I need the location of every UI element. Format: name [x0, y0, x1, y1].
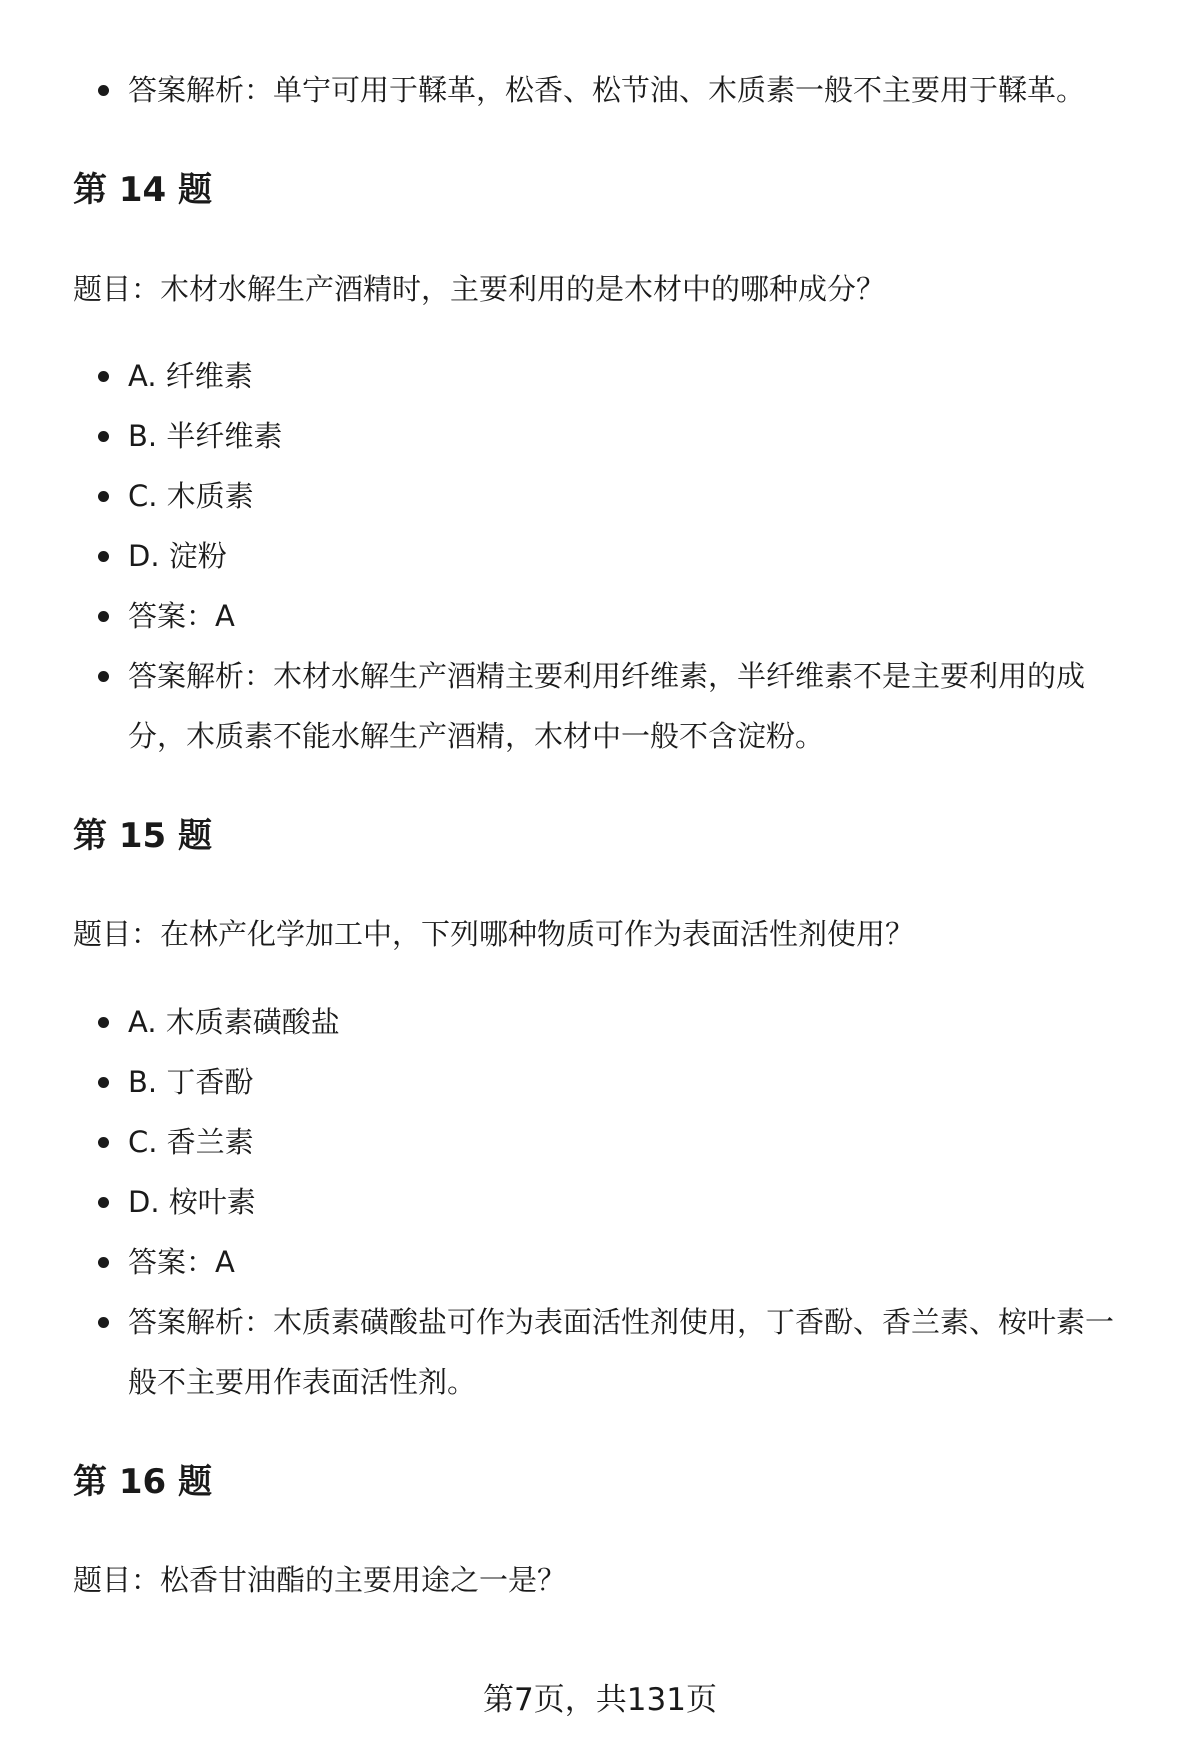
- option-item: D. 桉叶素: [0, 1172, 1200, 1232]
- analysis-item: 答案解析：木材水解生产酒精主要利用纤维素，半纤维素不是主要利用的成分，木质素不能水解生产酒精，木材中一般不含淀粉。: [0, 646, 1200, 766]
- analysis-item: 答案解析：单宁可用于鞣革，松香、松节油、木质素一般不主要用于鞣革。: [0, 60, 1200, 120]
- option-item: A. 纤维素: [0, 346, 1200, 406]
- option-item: B. 丁香酚: [0, 1052, 1200, 1112]
- question-13-tail: [0, 60, 1200, 120]
- answer-item: 答案：A: [0, 1232, 1200, 1292]
- question-text: 题目：木材水解生产酒精时，主要利用的是木材中的哪种成分？: [73, 272, 886, 306]
- question-heading: 第 15 题: [73, 816, 212, 856]
- page-number: 第7页，共131页: [483, 1682, 717, 1718]
- option-item: A. 木质素磺酸盐: [0, 992, 1200, 1052]
- option-item: D. 淀粉: [0, 526, 1200, 586]
- question-heading: 第 16 题: [73, 1462, 212, 1502]
- option-item: C. 木质素: [0, 466, 1200, 526]
- answer-item: 答案：A: [0, 586, 1200, 646]
- option-list: [0, 346, 1200, 766]
- question-text: 题目：在林产化学加工中，下列哪种物质可作为表面活性剂使用？: [73, 917, 915, 951]
- option-item: B. 半纤维素: [0, 406, 1200, 466]
- question-text: 题目：松香甘油酯的主要用途之一是？: [73, 1563, 567, 1597]
- option-list: [0, 992, 1200, 1412]
- question-heading: 第 14 题: [73, 170, 212, 210]
- analysis-item: 答案解析：木质素磺酸盐可作为表面活性剂使用，丁香酚、香兰素、桉叶素一般不主要用作表面活性剂。: [0, 1292, 1200, 1412]
- option-item: C. 香兰素: [0, 1112, 1200, 1172]
